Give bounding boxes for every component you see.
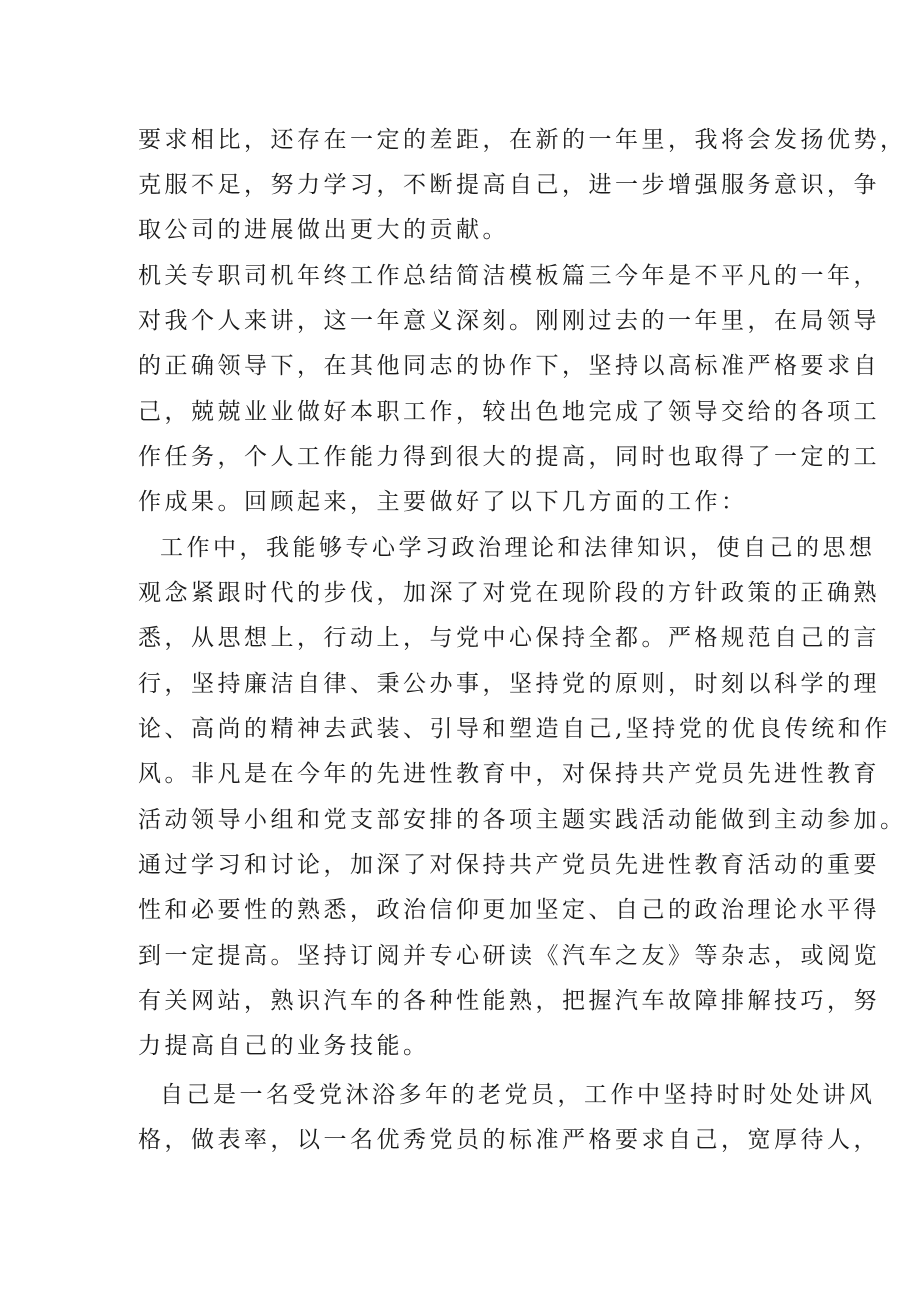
paragraph-first-line: 自己是一名受党沐浴多年的老党员，工作中坚持时时处处讲风: [160, 1082, 876, 1108]
text-line: 活动领导小组和党支部安排的各项主题实践活动能做到主动参加。: [138, 807, 907, 833]
text-line: 的正确领导下，在其他同志的协作下，坚持以高标准严格要求自: [138, 353, 880, 379]
text-line: 通过学习和讨论，加深了对保持共产党员先进性教育活动的重要: [138, 852, 880, 878]
text-line: 格，做表率，以一名优秀党员的标准严格要求自己，宽厚待人，: [138, 1127, 880, 1153]
text-line: 有关网站，熟识汽车的各种性能熟，把握汽车故障排解技巧，努: [138, 988, 880, 1014]
section-heading-line: 机关专职司机年终工作总结简洁模板篇三今年是不平凡的一年，: [138, 263, 880, 289]
text-line: 己，兢兢业业做好本职工作，较出色地完成了领导交给的各项工: [138, 399, 880, 425]
text-line: 风。非凡是在今年的先进性教育中，对保持共产党员先进性教育: [138, 761, 880, 787]
text-line: 悉，从思想上，行动上，与党中心保持全都。严格规范自己的言: [138, 625, 880, 651]
text-line: 行，坚持廉洁自律、秉公办事，坚持党的原则，时刻以科学的理: [138, 671, 880, 697]
text-line: 取公司的进展做出更大的贡献。: [138, 217, 509, 243]
paragraph-first-line: 工作中，我能够专心学习政治理论和法律知识，使自己的思想: [160, 535, 876, 561]
text-line: 对我个人来讲，这一年意义深刻。刚刚过去的一年里，在局领导: [138, 308, 880, 334]
text-line: 力提高自己的业务技能。: [138, 1033, 430, 1059]
text-line: 克服不足，努力学习，不断提高自己，进一步增强服务意识，争: [138, 172, 880, 198]
text-line: 要求相比，还存在一定的差距，在新的一年里，我将会发扬优势，: [138, 127, 907, 153]
text-line: 性和必要性的熟悉，政治信仰更加坚定、自己的政治理论水平得: [138, 897, 880, 923]
text-line: 论、高尚的精神去武装、引导和塑造自己,坚持党的优良传统和作: [138, 716, 891, 742]
text-line: 到一定提高。坚持订阅并专心研读《汽车之友》等杂志，或阅览: [138, 943, 880, 969]
text-line: 作成果。回顾起来，主要做好了以下几方面的工作：: [138, 489, 748, 515]
text-line: 作任务，个人工作能力得到很大的提高，同时也取得了一定的工: [138, 444, 880, 470]
text-line: 观念紧跟时代的步伐，加深了对党在现阶段的方针政策的正确熟: [138, 580, 880, 606]
